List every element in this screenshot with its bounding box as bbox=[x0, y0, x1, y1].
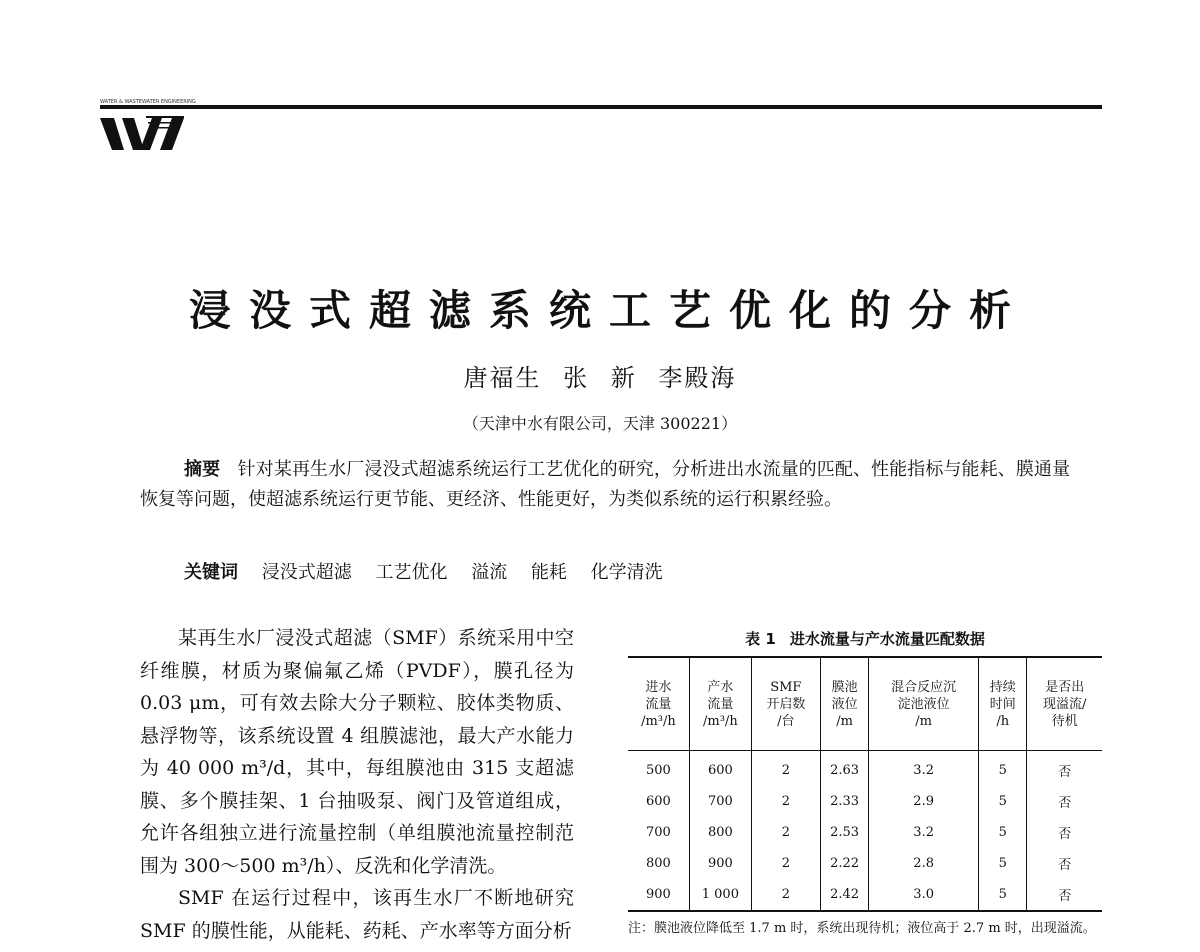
abstract-label: 摘要 bbox=[184, 459, 221, 480]
table-cell: 5 bbox=[978, 786, 1027, 817]
table-cell: 2 bbox=[751, 786, 820, 817]
table-cell: 3.2 bbox=[869, 751, 979, 787]
table-cell: 700 bbox=[689, 786, 751, 817]
table-cell: 5 bbox=[978, 879, 1027, 911]
table-cell: 2.8 bbox=[869, 848, 979, 879]
table-header-cell: 持续 时间 /h bbox=[978, 657, 1027, 751]
table-cell: 600 bbox=[689, 751, 751, 787]
table-cell: 2 bbox=[751, 848, 820, 879]
table-cell: 否 bbox=[1027, 879, 1102, 911]
table-cell: 否 bbox=[1027, 786, 1102, 817]
keyword: 工艺优化 bbox=[375, 562, 448, 583]
table-cell: 800 bbox=[689, 817, 751, 848]
keyword: 能耗 bbox=[530, 562, 567, 583]
paper-title: 浸没式超滤系统工艺优化的分析 bbox=[188, 286, 1029, 335]
paper-authors: 唐福生 张 新 李殿海 bbox=[463, 364, 737, 392]
table-cell: 5 bbox=[978, 751, 1027, 787]
author-affiliation: （天津中水有限公司，天津 300221） bbox=[462, 414, 738, 433]
body-column-left bbox=[140, 622, 574, 947]
table-cell: 2 bbox=[751, 817, 820, 848]
body-paragraph: 某再生水厂浸没式超滤（SMF）系统采用中空纤维膜，材质为聚偏氟乙烯（PVDF），膜孔径为 0.03 μm，可有效去除大分子颗粒、胶体类物质、悬浮物等，该系统设置 4 组膜滤池，最大产水能力为 40 000 m³/d，其中，每组膜池由 315 支超滤膜、多个膜挂架、1 台抽吸泵、阀门及管道组成，允许各组独立进行流量控制（单组膜池流量控制范围为 300～500 m³/h）、反洗和化学清洗。 bbox=[140, 627, 574, 877]
table-cell: 2 bbox=[751, 751, 820, 787]
abstract bbox=[140, 455, 1070, 515]
table-header-cell: 进水 流量 /m³/h bbox=[628, 657, 689, 751]
table-row bbox=[628, 786, 1102, 817]
table-row bbox=[628, 879, 1102, 911]
table-cell: 否 bbox=[1027, 817, 1102, 848]
table-header-cell: 产水 流量 /m³/h bbox=[689, 657, 751, 751]
flow-matching-table bbox=[628, 656, 1102, 912]
table-cell: 否 bbox=[1027, 848, 1102, 879]
table-header-row bbox=[628, 657, 1102, 751]
journal-name-tiny: WATER & WASTEWATER ENGINEERING bbox=[100, 99, 196, 105]
table-header-cell: 膜池 液位 /m bbox=[820, 657, 869, 751]
table-cell: 500 bbox=[645, 763, 671, 778]
table-cell: 否 bbox=[1027, 751, 1102, 787]
keyword: 浸没式超滤 bbox=[261, 562, 352, 583]
table-header-cell: 是否出 现溢流/ 待机 bbox=[1027, 657, 1102, 751]
table-cell: 2.42 bbox=[820, 879, 869, 911]
table-row bbox=[628, 848, 1102, 879]
table-cell: 3.0 bbox=[869, 879, 979, 911]
keyword: 溢流 bbox=[471, 562, 508, 583]
abstract-text: 针对某再生水厂浸没式超滤系统运行工艺优化的研究，分析进出水流量的匹配、性能指标与能耗、膜通量恢复等问题，使超滤系统运行更节能、更经济、性能更好，为类似系统的运行积累经验。 bbox=[140, 459, 1071, 510]
table-row bbox=[628, 751, 1102, 787]
body-paragraph: SMF 在运行过程中，该再生水厂不断地研究 SMF 的膜性能，从能耗、药耗、产水率等方面分析 bbox=[140, 887, 574, 942]
table-cell: 700 bbox=[645, 825, 671, 840]
table-row bbox=[628, 817, 1102, 848]
table-cell: 2.9 bbox=[869, 786, 979, 817]
table-caption: 进水流量与产水流量匹配数据 bbox=[789, 630, 985, 648]
table-cell: 1 000 bbox=[689, 879, 751, 911]
journal-w-logo-icon bbox=[100, 110, 186, 152]
table-cell: 800 bbox=[645, 856, 671, 871]
table-cell: 900 bbox=[689, 848, 751, 879]
table-cell: 600 bbox=[645, 794, 671, 809]
table-cell: 2.63 bbox=[820, 751, 869, 787]
table-cell: 2.53 bbox=[820, 817, 869, 848]
table-cell: 900 bbox=[645, 887, 671, 902]
table-number: 表 1 bbox=[745, 630, 776, 648]
table-header-cell: SMF 开启数 /台 bbox=[751, 657, 820, 751]
table-cell: 2 bbox=[751, 879, 820, 911]
table-cell: 5 bbox=[978, 817, 1027, 848]
table-title bbox=[628, 628, 1102, 649]
table-cell: 2.33 bbox=[820, 786, 869, 817]
keywords-label: 关键词 bbox=[184, 562, 238, 583]
table-cell: 2.22 bbox=[820, 848, 869, 879]
table-cell: 5 bbox=[978, 848, 1027, 879]
keyword: 化学清洗 bbox=[590, 562, 663, 583]
keywords bbox=[184, 558, 663, 584]
header-rule bbox=[100, 105, 1102, 109]
table-header-cell: 混合反应沉 淀池液位 /m bbox=[869, 657, 979, 751]
table-cell: 3.2 bbox=[869, 817, 979, 848]
table-note: 注：膜池液位降低至 1.7 m 时，系统出现待机；液位高于 2.7 m 时，出现溢流。 bbox=[628, 921, 1096, 936]
